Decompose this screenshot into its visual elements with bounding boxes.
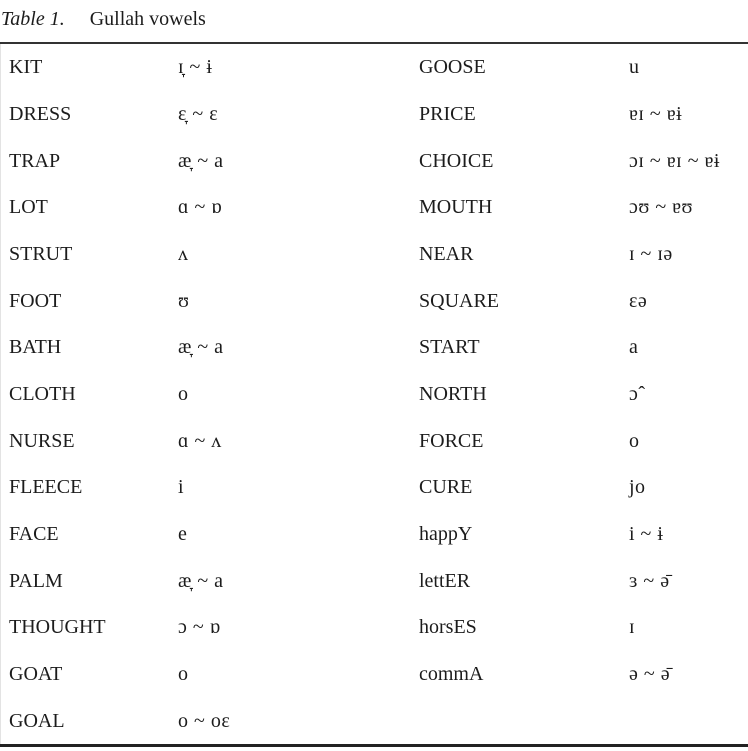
vowel-value: o ~ oɛ xyxy=(178,709,231,732)
lexical-set-label: START xyxy=(419,336,480,359)
lexical-set-label: MOUTH xyxy=(419,196,493,219)
lexical-set-label: LOT xyxy=(9,196,48,219)
vowel-value: æ̞ ~ a xyxy=(178,336,224,359)
vowel-value: ɑ ~ ɒ xyxy=(178,196,223,219)
lexical-set-label: CURE xyxy=(419,476,473,499)
lexical-set-label: CHOICE xyxy=(419,149,494,172)
lexical-set-label: BATH xyxy=(9,336,62,359)
vowel-value: ɪ ~ ɪə xyxy=(629,242,673,265)
vowel-value: ɔˆ xyxy=(629,382,646,405)
vowel-value: i ~ ɨ xyxy=(629,522,664,545)
lexical-set-label: STRUT xyxy=(9,242,73,265)
lexical-set-label: FLEECE xyxy=(9,476,83,499)
lexical-set-label: commA xyxy=(419,662,484,685)
vowel-value: ʌ xyxy=(178,242,189,265)
table-caption: Gullah vowels xyxy=(89,8,206,30)
lexical-set-label: GOAL xyxy=(9,709,65,732)
vowel-value: ɛə xyxy=(629,289,648,312)
table-number-label: Table 1. xyxy=(1,8,65,30)
vowel-value: ɜ ~ ə̄ xyxy=(629,569,670,592)
lexical-set-label: horsES xyxy=(419,616,477,639)
lexical-set-label: NURSE xyxy=(9,429,75,452)
lexical-set-label: NORTH xyxy=(419,382,487,405)
vowel-value: i xyxy=(178,476,185,499)
lexical-set-label: NEAR xyxy=(419,242,474,265)
vowel-value: ɐɪ ~ ɐɨ xyxy=(629,102,683,125)
lexical-set-label: happY xyxy=(419,522,473,545)
vowel-table xyxy=(0,44,748,744)
vowel-value: a xyxy=(629,336,639,359)
vowel-value: ɔɪ ~ ɐɪ ~ ɐɨ xyxy=(629,149,720,172)
vowel-value: ɛ̞ ~ ɛ xyxy=(178,102,219,125)
lexical-set-label: DRESS xyxy=(9,102,72,125)
lexical-set-label: KIT xyxy=(9,56,43,79)
lexical-set-label: TRAP xyxy=(9,149,61,172)
vowel-value: ə ~ ə̄ xyxy=(629,662,671,685)
lexical-set-label: SQUARE xyxy=(419,289,500,312)
lexical-set-label: FORCE xyxy=(419,429,484,452)
vowel-value: o xyxy=(178,662,189,685)
bottom-rule xyxy=(0,744,748,747)
lexical-set-label: CLOTH xyxy=(9,382,76,405)
vowel-value: o xyxy=(629,429,640,452)
lexical-set-label: GOAT xyxy=(9,662,63,685)
vowel-value: æ̞ ~ a xyxy=(178,569,224,592)
vowel-value: ɔ ~ ɒ xyxy=(178,616,221,639)
vowel-value: æ̞ ~ a xyxy=(178,149,224,172)
lexical-set-label: lettER xyxy=(419,569,471,592)
lexical-set-label: PRICE xyxy=(419,102,476,125)
vowel-value: jo xyxy=(629,476,646,499)
vowel-value: ɔʊ ~ ɐʊ xyxy=(629,196,694,219)
page-title xyxy=(1,8,206,31)
lexical-set-label: GOOSE xyxy=(419,56,486,79)
vowel-value: e xyxy=(178,522,188,545)
vowel-value: ʊ xyxy=(178,289,190,312)
lexical-set-label: FOOT xyxy=(9,289,62,312)
vowel-value: ɪ xyxy=(629,616,636,639)
lexical-set-label: THOUGHT xyxy=(9,616,106,639)
vowel-value: u xyxy=(629,56,640,79)
vowel-value: ɑ ~ ʌ xyxy=(178,429,222,452)
lexical-set-label: FACE xyxy=(9,522,59,545)
lexical-set-label: PALM xyxy=(9,569,63,592)
vowel-value: ɪ̞ ~ ɨ xyxy=(178,56,213,79)
vowel-value: o xyxy=(178,382,189,405)
